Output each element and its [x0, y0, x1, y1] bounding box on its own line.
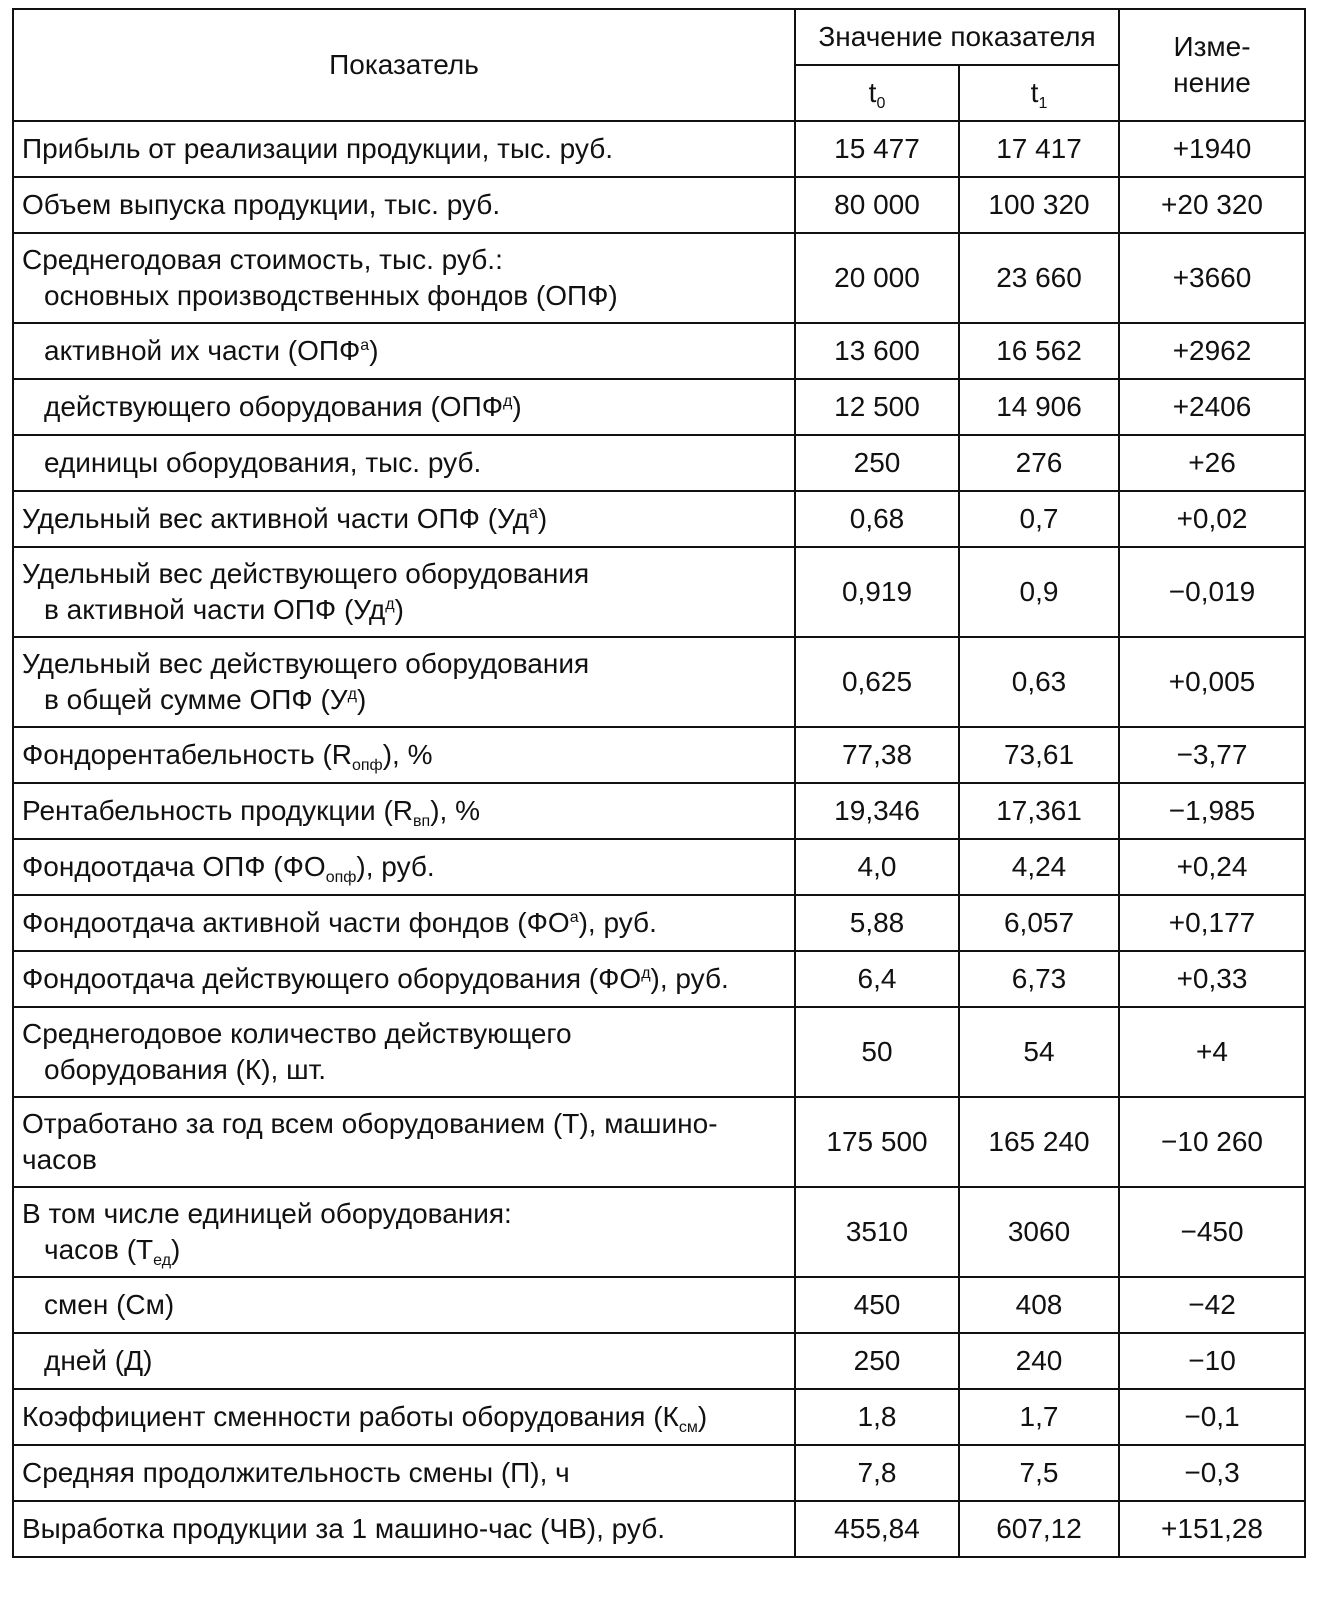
- indicator-name: активной их части (ОПФ: [44, 335, 361, 366]
- table-header: [13, 9, 1305, 121]
- table-row: [13, 1501, 1305, 1557]
- value-t1-cell: 6,73: [959, 951, 1119, 1007]
- header-t1-label: t: [1030, 77, 1039, 108]
- indicator-name-cell: [13, 1007, 795, 1097]
- table-row: [13, 1277, 1305, 1333]
- indicator-name: В том числе единицей оборудования:: [22, 1198, 512, 1229]
- indicator-name-end: ): [356, 684, 367, 715]
- header-t1: [959, 65, 1119, 121]
- value-t0-cell: 250: [795, 435, 959, 491]
- indicator-name-end: ), руб.: [650, 963, 729, 994]
- value-t0-cell: 0,919: [795, 547, 959, 637]
- indicator-name-cell: [13, 637, 795, 727]
- indicator-name: Фондоотдача действующего оборудования (ФО: [22, 963, 642, 994]
- header-indicator: Показатель: [13, 9, 795, 121]
- header-value-group: Значение показателя: [795, 9, 1119, 65]
- value-t0-cell: 250: [795, 1333, 959, 1389]
- indicator-name: Фондоотдача ОПФ (ФО: [22, 851, 326, 882]
- change-cell: +0,24: [1119, 839, 1305, 895]
- change-cell: +4: [1119, 1007, 1305, 1097]
- indicator-name-end: ): [171, 1234, 181, 1265]
- table-body: [13, 121, 1305, 1557]
- table-row: [13, 1389, 1305, 1445]
- indicator-name-cell: [13, 727, 795, 783]
- value-t0-cell: 13 600: [795, 323, 959, 379]
- table-row: [13, 951, 1305, 1007]
- value-t1-cell: 6,057: [959, 895, 1119, 951]
- value-t0-cell: 50: [795, 1007, 959, 1097]
- value-t0-cell: 80 000: [795, 177, 959, 233]
- indicator-name-cell: [13, 1187, 795, 1277]
- value-t1-cell: 607,12: [959, 1501, 1119, 1557]
- value-t0-cell: 0,68: [795, 491, 959, 547]
- indicator-name: Удельный вес действующего оборудования: [22, 648, 590, 679]
- value-t0-cell: 1,8: [795, 1389, 959, 1445]
- indicator-name: Отработано за год всем оборудованием (Т), машино-: [22, 1108, 718, 1139]
- indicator-name-end: ), %: [430, 795, 480, 826]
- value-t1-cell: 3060: [959, 1187, 1119, 1277]
- indicator-name-cell: [13, 547, 795, 637]
- change-cell: −10 260: [1119, 1097, 1305, 1187]
- value-t1-cell: 0,7: [959, 491, 1119, 547]
- value-t1-cell: 54: [959, 1007, 1119, 1097]
- indicator-name: Выработка продукции за 1 машино-час (ЧВ), руб.: [22, 1513, 666, 1544]
- value-t1-cell: 0,9: [959, 547, 1119, 637]
- value-t0-cell: 77,38: [795, 727, 959, 783]
- indicator-name-cell: [13, 1501, 795, 1557]
- table-row: [13, 435, 1305, 491]
- table-row: [13, 1333, 1305, 1389]
- change-cell: +0,02: [1119, 491, 1305, 547]
- indicator-name-cell: [13, 491, 795, 547]
- change-cell: +26: [1119, 435, 1305, 491]
- table-row: [13, 895, 1305, 951]
- indicator-name-cell: [13, 839, 795, 895]
- indicator-name-cell: [13, 379, 795, 435]
- indicators-table: [12, 8, 1306, 1558]
- indicator-name: Фондорентабельность (R: [22, 739, 352, 770]
- indicator-name-cell: [13, 1445, 795, 1501]
- table-row: [13, 379, 1305, 435]
- indicator-name: дней (Д): [44, 1345, 153, 1376]
- value-t1-cell: 1,7: [959, 1389, 1119, 1445]
- value-t0-cell: 450: [795, 1277, 959, 1333]
- change-cell: +0,33: [1119, 951, 1305, 1007]
- value-t0-cell: 0,625: [795, 637, 959, 727]
- indicator-superscript: д: [347, 686, 357, 703]
- change-cell: −0,1: [1119, 1389, 1305, 1445]
- value-t0-cell: 7,8: [795, 1445, 959, 1501]
- table-row: [13, 1007, 1305, 1097]
- indicator-name-end: ), руб.: [578, 907, 657, 938]
- value-t1-cell: 100 320: [959, 177, 1119, 233]
- value-t1-cell: 4,24: [959, 839, 1119, 895]
- table-row: [13, 727, 1305, 783]
- indicator-name: Удельный вес активной части ОПФ (Уд: [22, 503, 529, 534]
- value-t1-cell: 16 562: [959, 323, 1119, 379]
- indicator-superscript: д: [641, 965, 651, 982]
- indicator-name-end: ), руб.: [356, 851, 435, 882]
- value-t1-cell: 0,63: [959, 637, 1119, 727]
- indicator-name: Среднегодовая стоимость, тыс. руб.:: [22, 244, 503, 275]
- indicator-name-continuation: часов: [22, 1144, 97, 1175]
- indicator-name-line2: [22, 592, 786, 628]
- indicator-subscript: см: [678, 1419, 698, 1436]
- value-t0-cell: 4,0: [795, 839, 959, 895]
- indicator-subscript: вп: [413, 813, 431, 830]
- indicator-name: Среднегодовое количество действующего: [22, 1018, 572, 1049]
- change-cell: +2962: [1119, 323, 1305, 379]
- header-change: [1119, 9, 1305, 121]
- change-cell: −450: [1119, 1187, 1305, 1277]
- header-change-line2: нение: [1173, 67, 1251, 98]
- change-cell: +2406: [1119, 379, 1305, 435]
- table-row: [13, 121, 1305, 177]
- change-cell: −0,019: [1119, 547, 1305, 637]
- indicator-subscript: опф: [351, 757, 383, 774]
- indicator-name-cell: [13, 951, 795, 1007]
- table-row: [13, 177, 1305, 233]
- indicator-superscript: д: [385, 596, 395, 613]
- indicator-subscript: ед: [153, 1252, 172, 1269]
- indicator-name: действующего оборудования (ОПФ: [44, 391, 503, 422]
- indicator-name-line2: [22, 682, 786, 718]
- indicator-name-cell: [13, 783, 795, 839]
- change-cell: −10: [1119, 1333, 1305, 1389]
- value-t1-cell: 240: [959, 1333, 1119, 1389]
- value-t1-cell: 276: [959, 435, 1119, 491]
- change-cell: +3660: [1119, 233, 1305, 323]
- value-t0-cell: 15 477: [795, 121, 959, 177]
- indicator-name-continuation: в общей сумме ОПФ (У: [44, 684, 348, 715]
- indicator-name: Средняя продолжительность смены (П), ч: [22, 1457, 570, 1488]
- indicator-name-cell: [13, 1097, 795, 1187]
- header-t0: [795, 65, 959, 121]
- indicator-name-end: ): [697, 1401, 708, 1432]
- indicator-name: Удельный вес действующего оборудования: [22, 558, 590, 589]
- value-t0-cell: 5,88: [795, 895, 959, 951]
- value-t1-cell: 165 240: [959, 1097, 1119, 1187]
- indicator-name-line2: [22, 278, 786, 314]
- indicator-name-cell: [13, 323, 795, 379]
- indicator-name-line2: [22, 1052, 786, 1088]
- value-t1-cell: 17 417: [959, 121, 1119, 177]
- indicator-name: Фондоотдача активной части фондов (ФО: [22, 907, 570, 938]
- value-t1-cell: 17,361: [959, 783, 1119, 839]
- indicator-name: Рентабельность продукции (R: [22, 795, 414, 826]
- indicator-name-cell: [13, 233, 795, 323]
- change-cell: +0,005: [1119, 637, 1305, 727]
- indicator-name: Коэффициент сменности работы оборудования (К: [22, 1401, 679, 1432]
- indicator-name-end: ): [537, 503, 548, 534]
- change-cell: −1,985: [1119, 783, 1305, 839]
- indicator-name-end: ): [369, 335, 379, 366]
- indicator-name-cell: [13, 895, 795, 951]
- change-cell: +20 320: [1119, 177, 1305, 233]
- change-cell: −3,77: [1119, 727, 1305, 783]
- table-row: [13, 637, 1305, 727]
- indicator-name: единицы оборудования, тыс. руб.: [44, 447, 482, 478]
- value-t1-cell: 73,61: [959, 727, 1119, 783]
- indicator-name-end: ), %: [382, 739, 433, 770]
- value-t1-cell: 7,5: [959, 1445, 1119, 1501]
- change-cell: −0,3: [1119, 1445, 1305, 1501]
- change-cell: −42: [1119, 1277, 1305, 1333]
- value-t0-cell: 3510: [795, 1187, 959, 1277]
- header-t1-sub: 1: [1038, 95, 1048, 112]
- table-row: [13, 1445, 1305, 1501]
- indicator-name: Прибыль от реализации продукции, тыс. руб.: [22, 133, 614, 164]
- value-t0-cell: 6,4: [795, 951, 959, 1007]
- indicator-name-cell: [13, 121, 795, 177]
- change-cell: +151,28: [1119, 1501, 1305, 1557]
- indicator-name: Объем выпуска продукции, тыс. руб.: [22, 189, 501, 220]
- value-t0-cell: 12 500: [795, 379, 959, 435]
- indicator-name-continuation: часов (Т: [44, 1234, 154, 1265]
- indicator-name-line2: [22, 1142, 786, 1178]
- table-row: [13, 547, 1305, 637]
- indicator-superscript: а: [529, 505, 538, 522]
- header-t0-label: t: [868, 77, 877, 108]
- value-t0-cell: 455,84: [795, 1501, 959, 1557]
- indicator-superscript: а: [360, 337, 370, 354]
- indicator-superscript: д: [503, 393, 513, 410]
- change-cell: +1940: [1119, 121, 1305, 177]
- indicator-name-cell: [13, 1389, 795, 1445]
- table-row: [13, 1097, 1305, 1187]
- table-row: [13, 783, 1305, 839]
- header-change-line1: Изме-: [1173, 31, 1251, 62]
- indicator-superscript: а: [569, 909, 579, 926]
- table-row: [13, 491, 1305, 547]
- indicator-name-cell: [13, 1277, 795, 1333]
- value-t1-cell: 408: [959, 1277, 1119, 1333]
- table-row: [13, 233, 1305, 323]
- table-row: [13, 839, 1305, 895]
- indicator-name-continuation: оборудования (К), шт.: [44, 1054, 327, 1085]
- indicator-name-continuation: основных производственных фондов (ОПФ): [44, 280, 618, 311]
- indicator-name-cell: [13, 435, 795, 491]
- value-t1-cell: 23 660: [959, 233, 1119, 323]
- indicator-name-cell: [13, 1333, 795, 1389]
- indicator-name-continuation: в активной части ОПФ (Уд: [44, 594, 386, 625]
- indicator-name-end: ): [512, 391, 522, 422]
- value-t1-cell: 14 906: [959, 379, 1119, 435]
- indicator-name-end: ): [394, 594, 404, 625]
- value-t0-cell: 20 000: [795, 233, 959, 323]
- value-t0-cell: 19,346: [795, 783, 959, 839]
- indicator-subscript: опф: [325, 869, 357, 886]
- header-t0-sub: 0: [876, 95, 886, 112]
- table-row: [13, 1187, 1305, 1277]
- indicator-name-line2: [22, 1232, 786, 1268]
- indicator-name: смен (См): [44, 1289, 175, 1320]
- table-row: [13, 323, 1305, 379]
- value-t0-cell: 175 500: [795, 1097, 959, 1187]
- change-cell: +0,177: [1119, 895, 1305, 951]
- indicator-name-cell: [13, 177, 795, 233]
